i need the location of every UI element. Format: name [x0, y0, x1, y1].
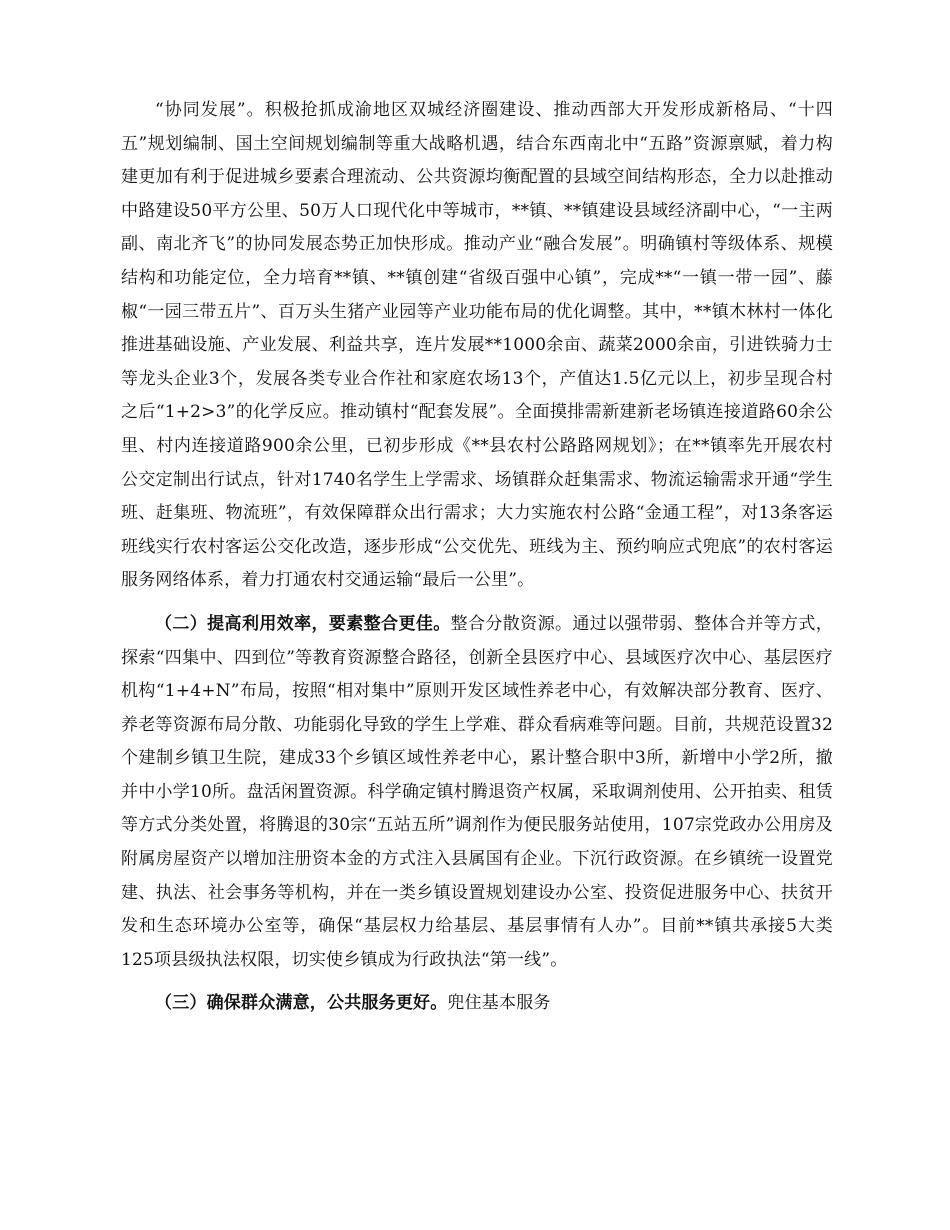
paragraph-coordinated-development	[121, 94, 833, 598]
paragraph-body: 兜住基本服务	[447, 993, 551, 1014]
paragraph-body: “协同发展”。积极抢抓成渝地区双城经济圈建设、推动西部大开发形成新格局、“十四五”规划编制、国土空间规划编制等重大战略机遇，结合东西南北中“五路”资源禀赋，着力构建更加有利于促进城乡要素合理流动、公共资源均衡配置的县域空间结构形态，全力以赴推动中路建设50平方公里、50万人口现代化中等城市，**镇、**镇建设县域经济副中心，“一主两副、南北齐飞”的协同发展态势正加快形成。推动产业“融合发展”。明确镇村等级体系、规模结构和功能定位，全力培育**镇、**镇创建“省级百强中心镇”，完成**“一镇一带一园”、藤椒“一园三带五片”、百万头生猪产业园等产业功能布局的优化调整。其中，**镇木林村一体化推进基础设施、产业发展、利益共享，连片发展**1000余亩、蔬菜2000余亩，引进铁骑力士等龙头企业3个，发展各类专业合作社和家庭农场13个，产值达1.5亿元以上，初步呈现合村之后“1+2>3”的化学反应。推动镇村“配套发展”。全面摸排需新建新老场镇连接道路60余公里、村内连接道路900余公里，已初步形成《**县农村公路路网规划》；在**镇率先开展农村公交定制出行试点，针对1740名学生上学需求、场镇群众赶集需求、物流运输需求开通“学生班、赶集班、物流班”，有效保障群众出行需求；大力实施农村公路“金通工程”，对13条客运班线实行农村客运公交化改造，逐步形成“公交优先、班线为主、预约响应式兜底”的农村客运服务网络体系，着力打通农村交通运输“最后一公里”。	[121, 100, 833, 591]
section-heading: （三）确保群众满意，公共服务更好。	[155, 993, 448, 1014]
paragraph-resource-integration	[121, 608, 833, 978]
document-page	[121, 94, 833, 1021]
section-heading: （二）提高利用效率，要素整合更佳。	[155, 613, 451, 634]
paragraph-public-services	[121, 987, 833, 1021]
paragraph-body: 整合分散资源。通过以强带弱、整体合并等方式，探索“四集中、四到位”等教育资源整合路径，创新全县医疗中心、县域医疗次中心、基层医疗机构“1+4+N”布局，按照“相对集中”原则开发区域性养老中心，有效解决部分教育、医疗、养老等资源布局分散、功能弱化导致的学生上学难、群众看病难等问题。目前，共规范设置32个建制乡镇卫生院，建成33个乡镇区域性养老中心，累计整合职中3所，新增中小学2所，撤并中小学10所。盘活闲置资源。科学确定镇村腾退资产权属，采取调剂使用、公开拍卖、租赁等方式分类处置，将腾退的30宗“五站五所”调剂作为便民服务站使用，107宗党政办公用房及附属房屋资产以增加注册资本金的方式注入县属国有企业。下沉行政资源。在乡镇统一设置党建、执法、社会事务等机构，并在一类乡镇设置规划建设办公室、投资促进服务中心、扶贫开发和生态环境办公室等，确保“基层权力给基层、基层事情有人办”。目前**镇共承接5大类125项县级执法权限，切实使乡镇成为行政执法“第一线”。	[121, 613, 833, 970]
